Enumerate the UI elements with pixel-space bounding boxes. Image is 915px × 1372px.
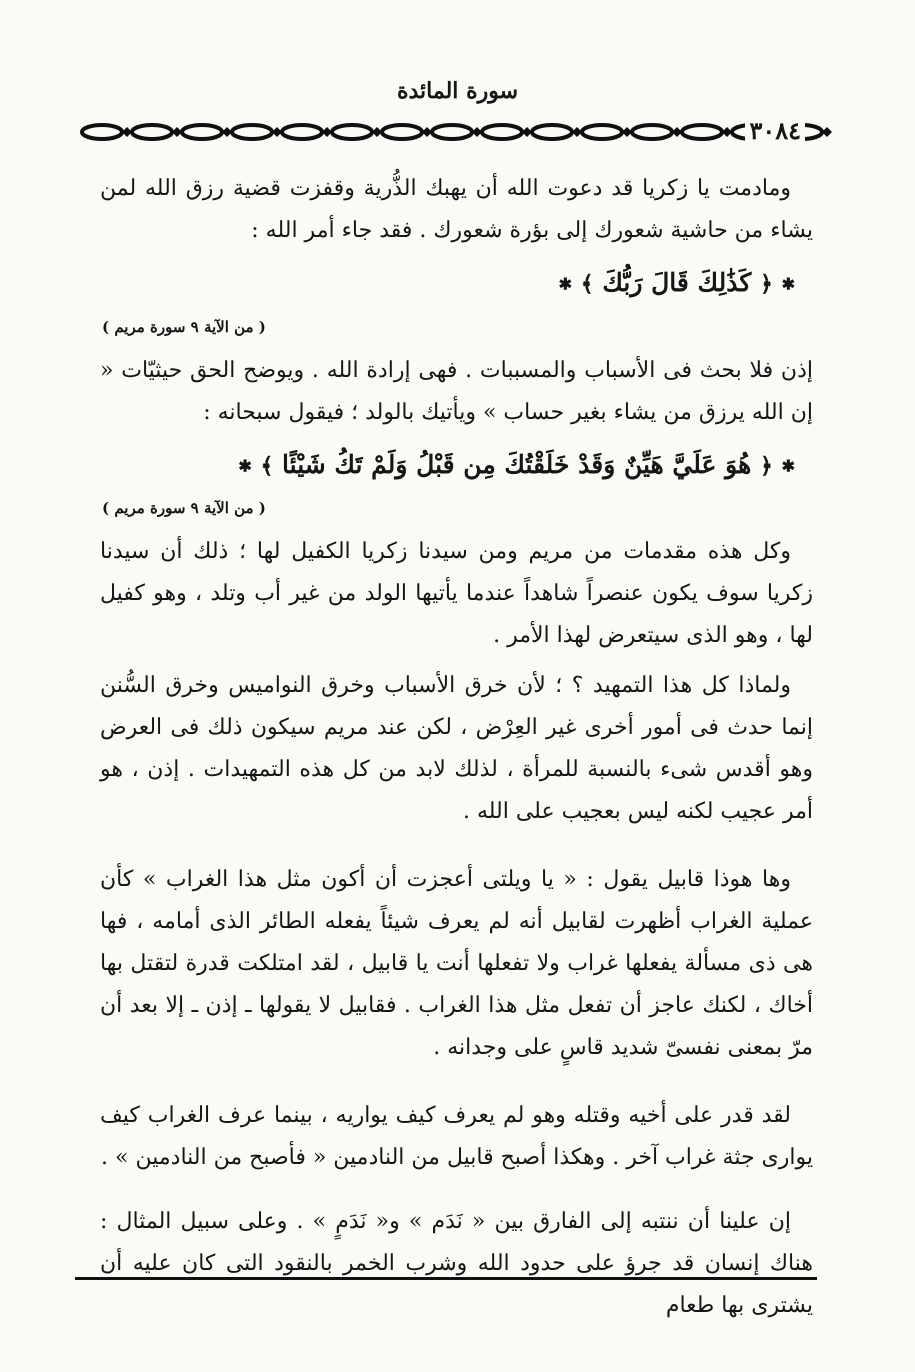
chain-link	[132, 125, 172, 139]
bracket-open-icon: ﴿	[759, 452, 773, 479]
chain-link	[532, 125, 572, 139]
chain-link	[682, 125, 722, 139]
bracket-open-icon: ﴿	[759, 271, 773, 297]
page-number: ٣٠٨٤	[745, 117, 805, 145]
page-content	[100, 168, 813, 1327]
chain-link	[332, 125, 372, 139]
paragraph-7: إن علينا أن ننتبه إلى الفارق بين « نَدَم » و« نَدَمٍ » . وعلى سبيل المثال : هناك إنسان قد جرؤ على حدود الله وشرب الخمر بالنقود التى كان عليه أن يشترى بها طعام	[100, 1209, 813, 1318]
paragraph-5: وها هوذا قابيل يقول : « يا ويلتى أعجزت أن أكون مثل هذا الغراب » كأن عملية الغراب أظهرت لقابيل أنه لم يعرف شيئاً يفعله الطائر الذى أمامه ، فها هى ذى مسألة يفعلها غراب ولا تفعلها أنت يا قابيل ، لقد امتلكت قدرة لتقتل بها أخاك ، لكنك عاجز أن تفعل مثل هذا الغراب . فقابيل لا يقولها ـ إذن ـ إلا بعد أن مرّ بمعنى نفسىّ شديد قاسٍ على وجدانه .	[100, 867, 813, 1060]
chain-link	[82, 125, 122, 139]
chain-link	[432, 125, 472, 139]
bracket-close-icon: ﴾	[580, 271, 594, 297]
chain-link	[632, 125, 672, 139]
chain-link	[182, 125, 222, 139]
star-icon: ✱	[558, 274, 572, 294]
chain-link	[282, 125, 322, 139]
star-icon: ✱	[781, 274, 795, 294]
paragraph-6: لقد قدر على أخيه وقتله وهو لم يعرف كيف يواريه ، بينما عرف الغراب كيف يوارى جثة غراب آخر . وهكذا أصبح قابيل من النادمين « فأصبح من النادمين » .	[100, 1103, 813, 1170]
chain-link	[382, 125, 422, 139]
paragraph-3: وكل هذه مقدمات من مريم ومن سيدنا زكريا الكفيل لها ؛ ذلك أن سيدنا زكريا سوف يكون عنصراً شاهداً عندما يأتيها الولد من غير أب وتلد ، وهو كفيل لها ، وهو الذى سيتعرض لهذا الأمر .	[100, 539, 813, 648]
quran-verse-2	[100, 440, 813, 492]
chain-link	[232, 125, 272, 139]
verse-text: كَذَٰلِكَ قَالَ رَبُّكَ	[602, 268, 752, 297]
chain-link	[482, 125, 522, 139]
bracket-close-icon: ﴾	[260, 452, 274, 479]
star-icon: ✱	[781, 456, 795, 475]
verse-reference-1: ( من الآية ٩ سورة مريم )	[102, 317, 266, 336]
verse-reference-2: ( من الآية ٩ سورة مريم )	[102, 499, 266, 517]
paragraph-2: إذن فلا بحث فى الأسباب والمسببات . فهى إرادة الله . ويوضح الحق حيثيّات « إن الله يرزق من يشاء بغير حساب » ويأتيك بالولد ؛ فيقول سبحانه :	[100, 357, 813, 425]
chain-diamond	[822, 127, 832, 137]
footer-rule	[75, 1277, 817, 1280]
quran-verse-1	[100, 258, 813, 310]
ornament-border	[78, 118, 838, 146]
surah-title: سورة المائدة	[396, 78, 519, 104]
paragraph-4: ولماذا كل هذا التمهيد ؟ ؛ لأن خرق الأسباب وخرق النواميس وخرق السُّنن إنما حدث فى أمور أخرى غير العِرْض ، لكن عند مريم سيكون ذلك فى العرض وهو أقدس شىء بالنسبة للمرأة ، لذلك لابد من كل هذه التمهيدات . إذن ، هو أمر عجيب لكنه ليس بعجيب على الله .	[100, 673, 813, 824]
paragraph-1: ومادمت يا زكريا قد دعوت الله أن يهبك الذُّرية وقفزت قضية رزق الله لمن يشاء من حاشية شعورك إلى بؤرة شعورك . فقد جاء أمر الله :	[100, 176, 813, 243]
star-icon: ✱	[238, 456, 252, 475]
ornament-chain-icon	[78, 118, 838, 146]
verse-text: هُوَ عَلَيَّ هَيِّنٌ وَقَدْ خَلَقْتُكَ مِن قَبْلُ وَلَمْ تَكُ شَيْئًا	[282, 449, 752, 479]
chain-link	[582, 125, 622, 139]
